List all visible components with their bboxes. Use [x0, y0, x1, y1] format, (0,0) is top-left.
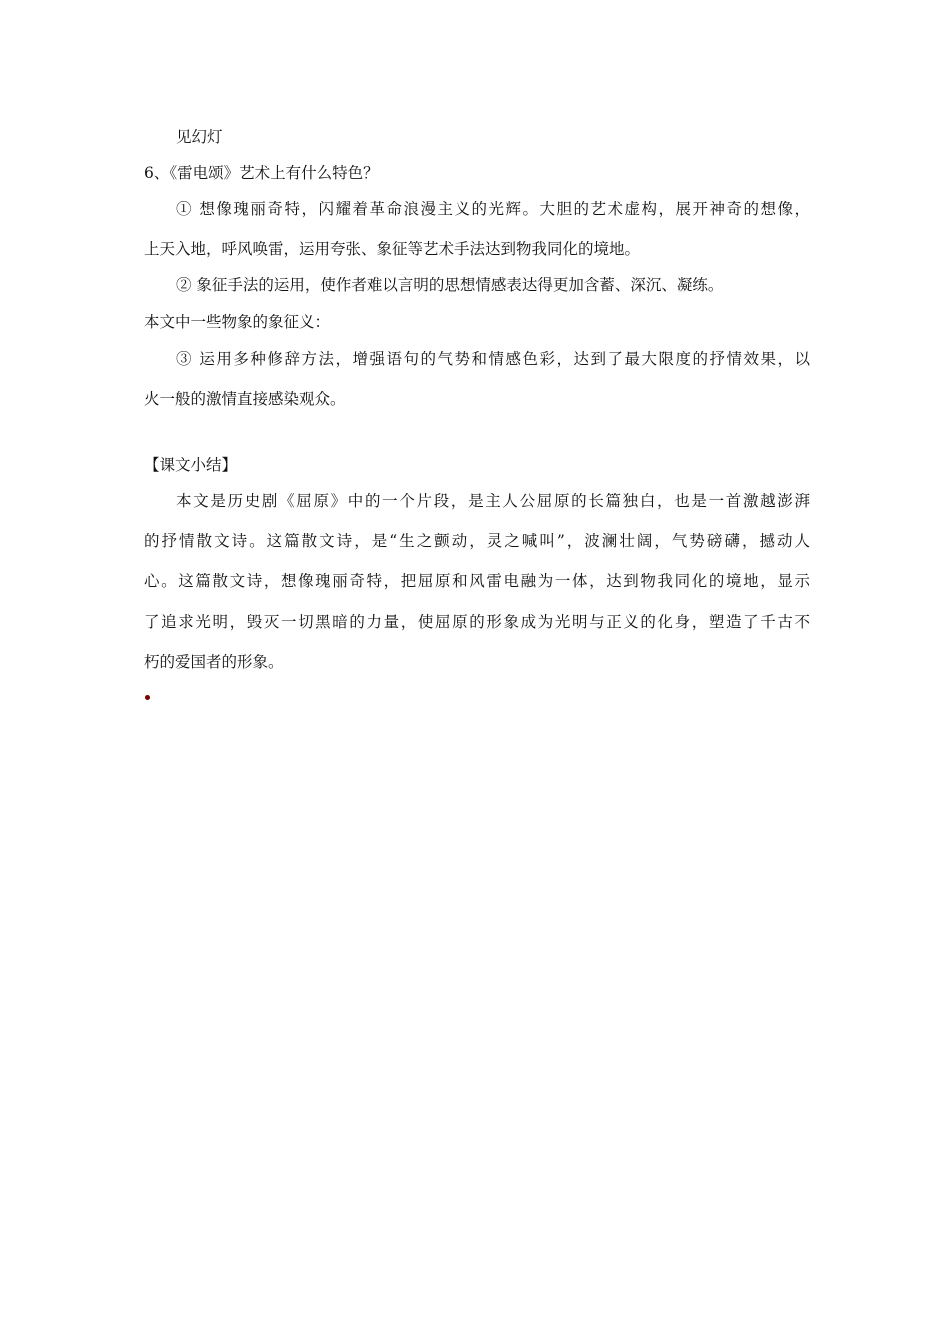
summary-line-5: 朽的爱国者的形象。: [144, 653, 284, 671]
symbol-intro: 本文中一些物象的象征义：: [144, 313, 331, 331]
summary-line-4: 了追求光明，毁灭一切黑暗的力量，使屈原的形象成为光明与正义的化身，塑造了千古不: [144, 613, 810, 631]
point-3-line-1: ③ 运用多种修辞方法，增强语句的气势和情感色彩，达到了最大限度的抒情效果，以: [176, 350, 810, 368]
point-3-line-2: 火一般的激情直接感染观众。: [144, 390, 346, 408]
point-2: ② 象征手法的运用，使作者难以言明的思想情感表达得更加含蓄、深沉、凝练。: [176, 276, 724, 294]
summary-line-1: 本文是历史剧《屈原》中的一个片段，是主人公屈原的长篇独白，也是一首激越澎湃: [176, 492, 810, 510]
bullet-dot: [145, 695, 150, 700]
summary-line-2: 的抒情散文诗。这篇散文诗，是“生之颤动，灵之喊叫”，波澜壮阔，气势磅礴，撼动人: [144, 532, 810, 550]
summary-line-3: 心。这篇散文诗，想像瑰丽奇特，把屈原和风雷电融为一体，达到物我同化的境地，显示: [144, 572, 810, 590]
point-1-line-2: 上天入地，呼风唤雷，运用夸张、象征等艺术手法达到物我同化的境地。: [144, 240, 641, 258]
point-1-line-1: ① 想像瑰丽奇特，闪耀着革命浪漫主义的光辉。大胆的艺术虚构，展开神奇的想像，: [176, 200, 810, 218]
summary-heading: 【课文小结】: [144, 456, 238, 474]
question-6: 6、《雷电颂》艺术上有什么特色？: [144, 164, 379, 182]
slide-note: 见幻灯: [176, 128, 223, 146]
